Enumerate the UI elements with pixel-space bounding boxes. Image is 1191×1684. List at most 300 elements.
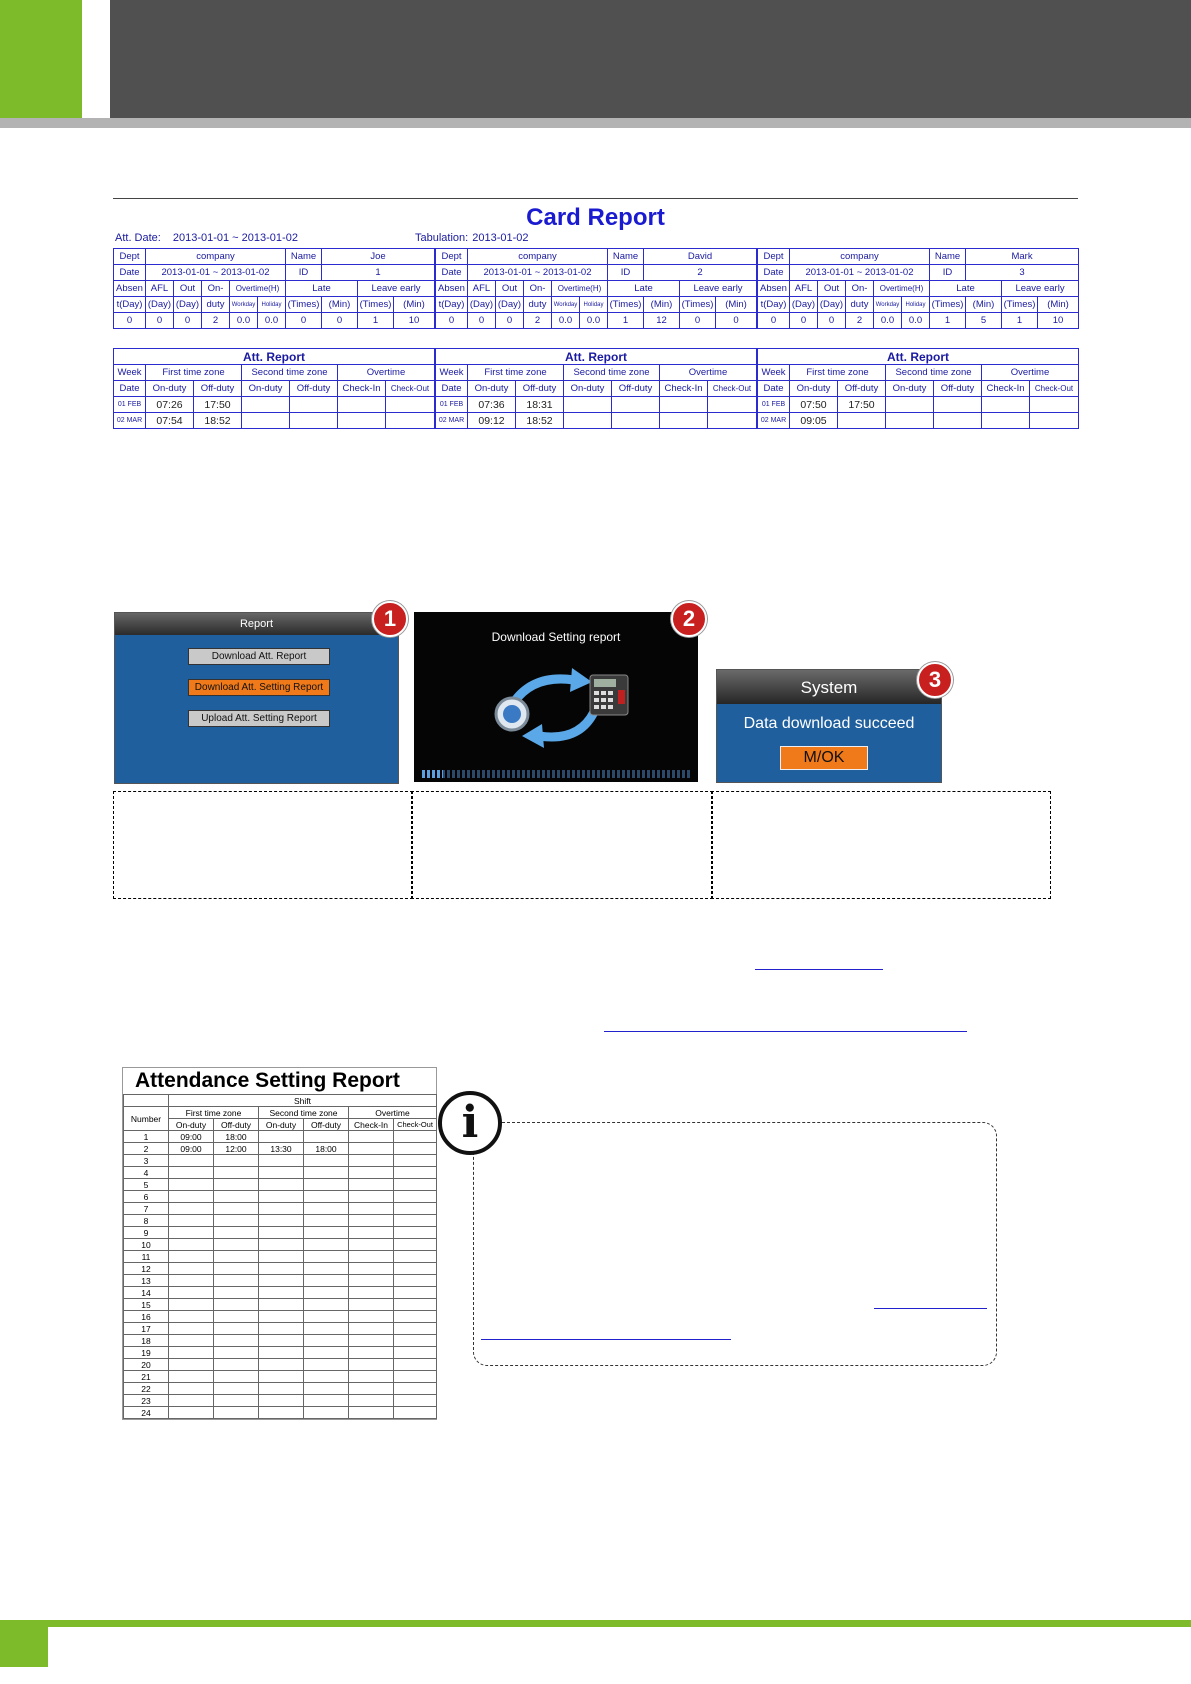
cell: Week [758, 365, 790, 381]
cell [259, 1395, 304, 1407]
cell: Week [436, 365, 468, 381]
cell: Off-duty [838, 381, 886, 397]
cell: 0.0 [230, 313, 258, 329]
cell: Holiday [580, 297, 608, 313]
cell [349, 1131, 394, 1143]
cell: First time zone [146, 365, 242, 381]
cell [1030, 413, 1079, 429]
cell: Check-In [660, 381, 708, 397]
cell [349, 1371, 394, 1383]
cell [304, 1263, 349, 1275]
download-progress-bar [422, 770, 690, 778]
cell: 01 FEB [758, 397, 790, 413]
cell: 2 [124, 1143, 169, 1155]
cell: 2 [202, 313, 230, 329]
cell [259, 1359, 304, 1371]
cell [394, 1311, 437, 1323]
cell [214, 1155, 259, 1167]
cell: (Times) [930, 297, 966, 313]
cell [290, 397, 338, 413]
cell: Workday [874, 297, 902, 313]
cell: (Day) [790, 297, 818, 313]
cell [259, 1227, 304, 1239]
cell [169, 1371, 214, 1383]
att-report-table [113, 348, 435, 429]
cell: company [468, 249, 608, 265]
cell: 12:00 [214, 1143, 259, 1155]
cell: (Min) [966, 297, 1002, 313]
step-badge-3: 3 [917, 662, 953, 698]
cell [304, 1179, 349, 1191]
cell: Dept [758, 249, 790, 265]
cell: On-duty [242, 381, 290, 397]
cell [349, 1239, 394, 1251]
cell [259, 1287, 304, 1299]
cell: 13 [124, 1275, 169, 1287]
cell: 2013-01-01 ~ 2013-01-02 [468, 265, 608, 281]
cell [612, 413, 660, 429]
cell [259, 1275, 304, 1287]
cell [169, 1383, 214, 1395]
cell: Second time zone [886, 365, 982, 381]
cell: 17:50 [194, 397, 242, 413]
cell [349, 1299, 394, 1311]
cell: duty [524, 297, 552, 313]
cell [394, 1251, 437, 1263]
menu-item-upload-setting-report[interactable]: Upload Att. Setting Report [188, 710, 330, 727]
cell [242, 397, 290, 413]
cell: Date [114, 265, 146, 281]
setting-row [124, 1347, 437, 1359]
cell: AFL [146, 281, 174, 297]
cell: (Min) [644, 297, 680, 313]
cell: Holiday [258, 297, 286, 313]
cell: (Day) [496, 297, 524, 313]
cell: Off-duty [194, 381, 242, 397]
cell [394, 1203, 437, 1215]
cell [214, 1323, 259, 1335]
cell: On- [202, 281, 230, 297]
setting-row [124, 1167, 437, 1179]
cell: 24 [124, 1407, 169, 1419]
cell [660, 397, 708, 413]
cell: Date [436, 381, 468, 397]
cell [394, 1191, 437, 1203]
attendance-terminal-icon [589, 674, 629, 716]
cell: David [644, 249, 757, 265]
cell: Overtime [349, 1107, 437, 1119]
cell: (Day) [174, 297, 202, 313]
cell [349, 1359, 394, 1371]
cell: ID [930, 265, 966, 281]
setting-row [124, 1287, 437, 1299]
cell: On-duty [169, 1119, 214, 1131]
card-report-tabulation [415, 232, 541, 244]
cell [259, 1155, 304, 1167]
cell: (Times) [358, 297, 394, 313]
employee-summary-table [757, 248, 1079, 329]
employee-summary-table [435, 248, 757, 329]
cell [169, 1239, 214, 1251]
cell [169, 1167, 214, 1179]
setting-row [124, 1215, 437, 1227]
cell: Overtime [338, 365, 435, 381]
cell [886, 397, 934, 413]
cell: 8 [124, 1215, 169, 1227]
cell [304, 1371, 349, 1383]
caption-box-2 [411, 791, 713, 899]
cell: 01 FEB [114, 397, 146, 413]
cell: Off-duty [290, 381, 338, 397]
info-icon: i [438, 1091, 502, 1155]
cell [259, 1299, 304, 1311]
cell [982, 397, 1030, 413]
cell: 4 [124, 1167, 169, 1179]
cell [214, 1215, 259, 1227]
cell: 2 [644, 265, 757, 281]
cell [304, 1383, 349, 1395]
cell [169, 1347, 214, 1359]
cell: Late [930, 281, 1002, 297]
cell [242, 413, 290, 429]
cell: 02 MAR [758, 413, 790, 429]
cell [214, 1299, 259, 1311]
att-row [114, 397, 435, 413]
cell: Overtime [660, 365, 757, 381]
caption-box-3 [711, 791, 1051, 899]
cell: On-duty [564, 381, 612, 397]
cell: Workday [230, 297, 258, 313]
cell: On-duty [468, 381, 516, 397]
cell [349, 1227, 394, 1239]
footer-accent-block [0, 1627, 48, 1667]
cell: 0 [758, 313, 790, 329]
cell [304, 1131, 349, 1143]
cell: 09:00 [169, 1131, 214, 1143]
cell [304, 1251, 349, 1263]
cell: Leave early [1002, 281, 1079, 297]
setting-row [124, 1335, 437, 1347]
cell [349, 1395, 394, 1407]
cell: Off-duty [612, 381, 660, 397]
cell [394, 1263, 437, 1275]
ok-button[interactable]: M/OK [780, 746, 868, 770]
cell: 16 [124, 1311, 169, 1323]
header-underline [0, 118, 1191, 128]
cell: (Times) [1002, 297, 1038, 313]
cell [934, 413, 982, 429]
cell: 1 [930, 313, 966, 329]
att-row [436, 413, 757, 429]
att-row [114, 413, 435, 429]
cell [169, 1275, 214, 1287]
cell: 09:00 [169, 1143, 214, 1155]
cell: (Times) [608, 297, 644, 313]
link-underline-1[interactable] [755, 969, 883, 970]
cell [338, 413, 386, 429]
cell [214, 1275, 259, 1287]
cell [349, 1263, 394, 1275]
cell [259, 1371, 304, 1383]
cell: Name [608, 249, 644, 265]
cell [394, 1299, 437, 1311]
cell [259, 1131, 304, 1143]
cell [304, 1299, 349, 1311]
cell: Workday [552, 297, 580, 313]
cell [304, 1203, 349, 1215]
cell: 09:12 [468, 413, 516, 429]
cell [214, 1227, 259, 1239]
card-report-title: Card Report [526, 204, 665, 231]
cell [259, 1239, 304, 1251]
cell: 12 [644, 313, 680, 329]
cell [214, 1203, 259, 1215]
header-bar [110, 0, 1191, 118]
cell [214, 1239, 259, 1251]
cell: 0 [496, 313, 524, 329]
cell [349, 1167, 394, 1179]
cell [169, 1359, 214, 1371]
setting-row [124, 1191, 437, 1203]
cell [214, 1383, 259, 1395]
cell: Dept [114, 249, 146, 265]
cell: duty [846, 297, 874, 313]
cell: 1 [1002, 313, 1038, 329]
cell: (Day) [146, 297, 174, 313]
cell [349, 1323, 394, 1335]
menu-item-download-setting-report[interactable]: Download Att. Setting Report [188, 679, 330, 696]
cell [214, 1311, 259, 1323]
cell [386, 397, 435, 413]
step-badge-2: 2 [671, 601, 707, 637]
cell: First time zone [468, 365, 564, 381]
cell [259, 1215, 304, 1227]
cell: Leave early [358, 281, 435, 297]
cell [304, 1359, 349, 1371]
cell [349, 1287, 394, 1299]
cell: Date [758, 265, 790, 281]
cell: Name [286, 249, 322, 265]
cell: 23 [124, 1395, 169, 1407]
link-underline-2[interactable] [604, 1031, 967, 1032]
cell [394, 1287, 437, 1299]
cell [169, 1263, 214, 1275]
attendance-setting-report-title: Attendance Setting Report [135, 1069, 400, 1092]
cell [169, 1299, 214, 1311]
cell: Att. Report [758, 349, 1079, 365]
cell: ID [608, 265, 644, 281]
cell: 1 [322, 265, 435, 281]
cell [394, 1383, 437, 1395]
setting-row [124, 1275, 437, 1287]
cell [169, 1407, 214, 1419]
cell [214, 1347, 259, 1359]
cell: Off-duty [214, 1119, 259, 1131]
cell [394, 1335, 437, 1347]
cell: Out [818, 281, 846, 297]
cell: 0.0 [874, 313, 902, 329]
tabulation-label: Tabulation: [415, 232, 469, 244]
cell [349, 1203, 394, 1215]
cell: 21 [124, 1371, 169, 1383]
cell [214, 1263, 259, 1275]
cell [394, 1395, 437, 1407]
info-note-box [473, 1122, 997, 1366]
cell [394, 1275, 437, 1287]
cell: Off-duty [516, 381, 564, 397]
cell: Check-Out [1030, 381, 1079, 397]
cell: 07:36 [468, 397, 516, 413]
cell [304, 1395, 349, 1407]
cell: Week [114, 365, 146, 381]
cell: Out [174, 281, 202, 297]
cell [259, 1407, 304, 1419]
cell: 19 [124, 1347, 169, 1359]
cell: Overtime(H) [230, 281, 286, 297]
cell: Holiday [902, 297, 930, 313]
cell: (Min) [394, 297, 435, 313]
cell: Check-In [349, 1119, 394, 1131]
cell: Check-Out [394, 1119, 437, 1131]
cell [394, 1347, 437, 1359]
cell [259, 1335, 304, 1347]
cell: Name [930, 249, 966, 265]
cell: Att. Report [436, 349, 757, 365]
cell [214, 1191, 259, 1203]
cell: Check-In [338, 381, 386, 397]
cell [214, 1287, 259, 1299]
header-accent-block [0, 0, 82, 118]
cell [349, 1347, 394, 1359]
cell: 02 MAR [114, 413, 146, 429]
cell: 0 [286, 313, 322, 329]
cell: t(Day) [758, 297, 790, 313]
cell: 3 [124, 1155, 169, 1167]
cell: Overtime [982, 365, 1079, 381]
cell: 09:05 [790, 413, 838, 429]
cell: 0 [322, 313, 358, 329]
cell: company [146, 249, 286, 265]
cell: Off-duty [304, 1119, 349, 1131]
download-progress-title: Download Setting report [491, 630, 621, 644]
setting-row [124, 1239, 437, 1251]
cell: 17:50 [838, 397, 886, 413]
cell: First time zone [169, 1107, 259, 1119]
footer-line [0, 1620, 1191, 1627]
cell [349, 1275, 394, 1287]
cell [349, 1191, 394, 1203]
cell [259, 1179, 304, 1191]
cell: 5 [124, 1179, 169, 1191]
cell: 18:31 [516, 397, 564, 413]
cell: 0 [114, 313, 146, 329]
setting-row [124, 1323, 437, 1335]
cell [169, 1311, 214, 1323]
cell: 0.0 [580, 313, 608, 329]
cell: 17 [124, 1323, 169, 1335]
cell: 12 [124, 1263, 169, 1275]
cell [338, 397, 386, 413]
menu-item-download-att-report[interactable]: Download Att. Report [188, 648, 330, 665]
cell [612, 397, 660, 413]
cell [259, 1167, 304, 1179]
caption-box-1 [113, 791, 413, 899]
cell [394, 1323, 437, 1335]
cell [349, 1383, 394, 1395]
cell [169, 1155, 214, 1167]
cell: 07:26 [146, 397, 194, 413]
setting-row [124, 1179, 437, 1191]
cell [708, 413, 757, 429]
cell: Off-duty [934, 381, 982, 397]
download-progress-screen [414, 612, 698, 782]
cell: On-duty [259, 1119, 304, 1131]
cell: AFL [790, 281, 818, 297]
tabulation-value: 2013-01-02 [472, 232, 529, 244]
cell [169, 1179, 214, 1191]
cell: 0 [680, 313, 716, 329]
report-menu-screen [114, 612, 399, 784]
cell [660, 413, 708, 429]
cell: Shift [169, 1095, 437, 1107]
cell [304, 1239, 349, 1251]
cell: First time zone [790, 365, 886, 381]
cell: 10 [394, 313, 435, 329]
cell [124, 1095, 169, 1107]
cell [304, 1323, 349, 1335]
cell: 18:00 [304, 1143, 349, 1155]
cell: (Min) [1038, 297, 1079, 313]
cell: ID [286, 265, 322, 281]
cell [169, 1287, 214, 1299]
cell: Late [286, 281, 358, 297]
cell: Second time zone [259, 1107, 349, 1119]
cell: Overtime(H) [874, 281, 930, 297]
cell [259, 1263, 304, 1275]
cell [349, 1155, 394, 1167]
setting-row [124, 1203, 437, 1215]
cell: 13:30 [259, 1143, 304, 1155]
cell: 18:52 [194, 413, 242, 429]
att-report-table [757, 348, 1079, 429]
cell [394, 1167, 437, 1179]
cell: 0 [146, 313, 174, 329]
setting-row [124, 1263, 437, 1275]
cell [394, 1239, 437, 1251]
cell: t(Day) [436, 297, 468, 313]
cell [259, 1347, 304, 1359]
att-row [758, 397, 1079, 413]
info-link-underline-2[interactable] [481, 1339, 731, 1340]
setting-row [124, 1395, 437, 1407]
cell [394, 1359, 437, 1371]
cell [169, 1395, 214, 1407]
cell: Check-In [982, 381, 1030, 397]
setting-row [124, 1143, 437, 1155]
cell [349, 1407, 394, 1419]
card-report-att-date [115, 232, 310, 244]
cell: Number [124, 1107, 169, 1131]
cell [708, 397, 757, 413]
cell: (Day) [468, 297, 496, 313]
setting-row [124, 1155, 437, 1167]
cell [394, 1215, 437, 1227]
cell: 5 [966, 313, 1002, 329]
cell [214, 1371, 259, 1383]
info-link-underline-1[interactable] [874, 1308, 987, 1309]
cell: 6 [124, 1191, 169, 1203]
att-date-label: Att. Date: [115, 232, 161, 244]
